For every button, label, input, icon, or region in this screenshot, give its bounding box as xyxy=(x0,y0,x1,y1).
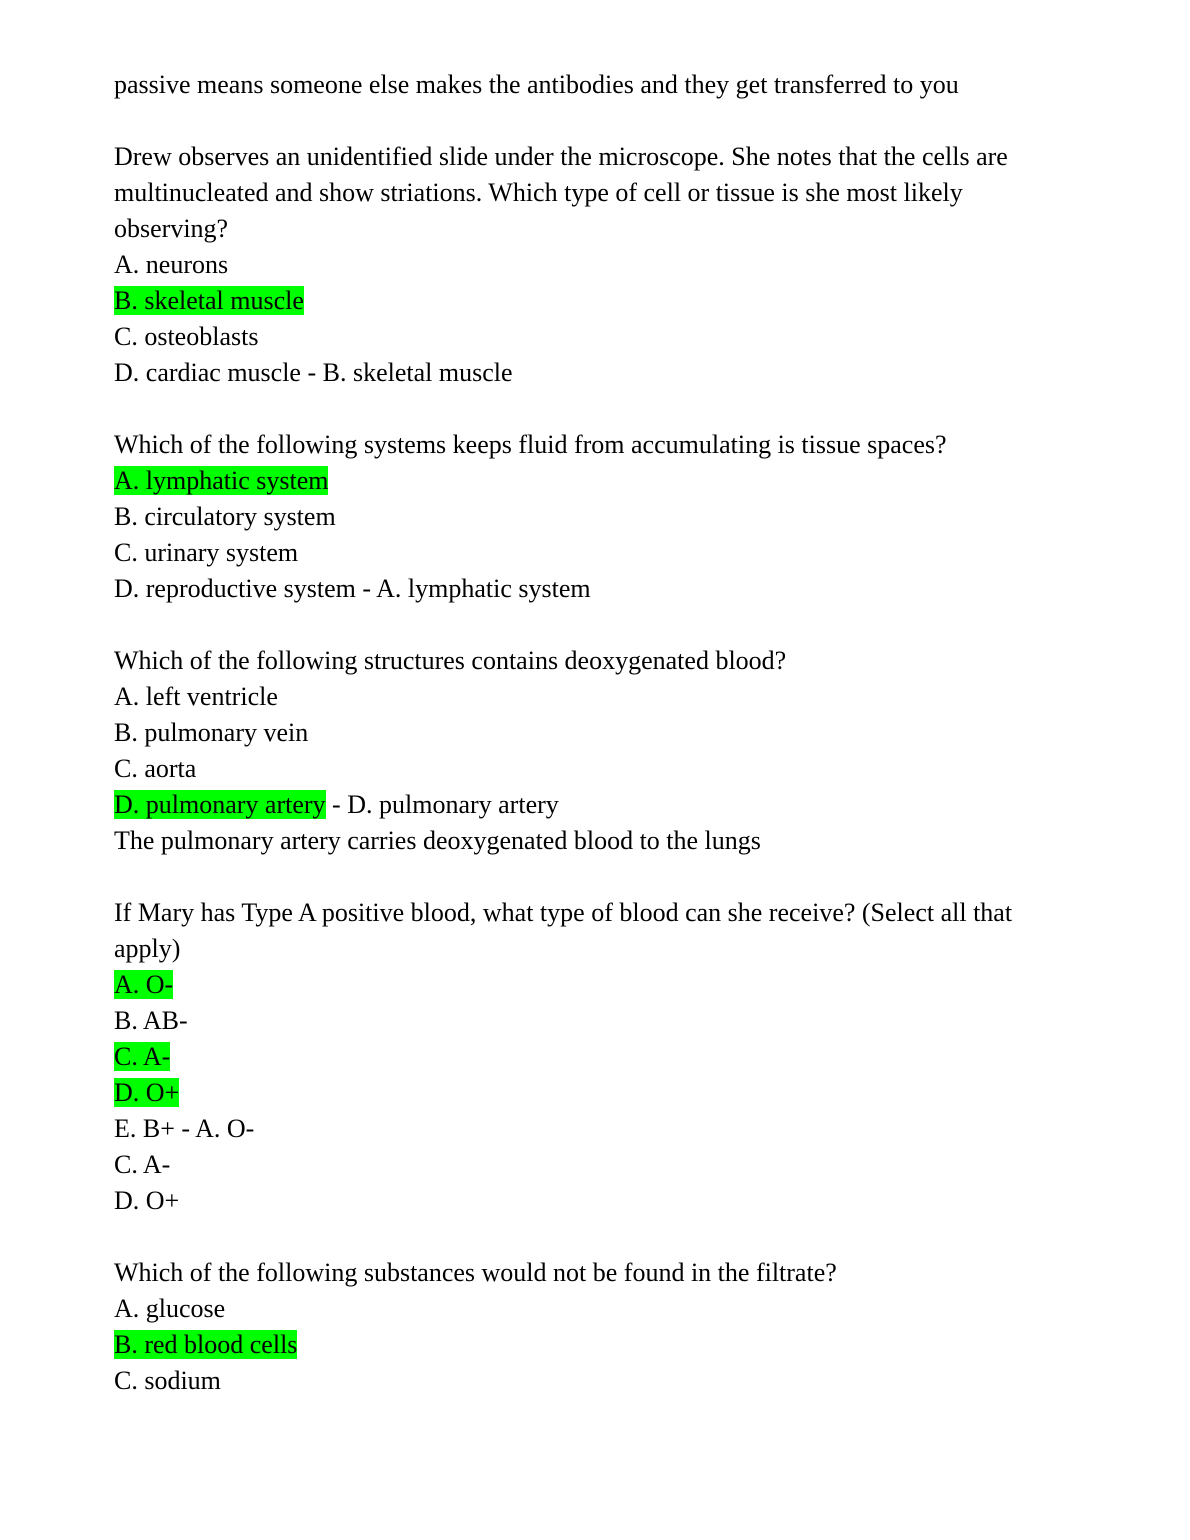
question-4-text: If Mary has Type A positive blood, what type of blood can she receive? (Select all that apply) xyxy=(114,898,1013,963)
q3-option-c: C. aorta xyxy=(114,754,197,783)
q2-option-a xyxy=(114,463,1064,499)
spacer xyxy=(114,1219,1064,1255)
spacer xyxy=(114,859,1064,895)
q2-option-b: B. circulatory system xyxy=(114,502,336,531)
q4-option-a xyxy=(114,967,1064,1003)
highlighted-answer: A. lymphatic system xyxy=(114,466,329,495)
q1-option-b xyxy=(114,283,1064,319)
q5-option-b xyxy=(114,1327,1064,1363)
q4-option-b: B. AB- xyxy=(114,1006,188,1035)
highlighted-answer: B. red blood cells xyxy=(114,1330,298,1359)
question-3-text: Which of the following structures contains deoxygenated blood? xyxy=(114,646,787,675)
question-2-text: Which of the following systems keeps fluid from accumulating is tissue spaces? xyxy=(114,430,947,459)
highlighted-answer: A. O- xyxy=(114,970,174,999)
q3-option-a: A. left ventricle xyxy=(114,682,278,711)
question-1-text: Drew observes an unidentified slide under the microscope. She notes that the cells are multinucleated and show striations. Which type of cell or tissue is she most likely observing? xyxy=(114,142,1008,243)
q2-answer: A. lymphatic system xyxy=(376,574,591,603)
q4-answer-1: A. O- xyxy=(195,1114,255,1143)
q2-option-c: C. urinary system xyxy=(114,538,299,567)
q3-answer: D. pulmonary artery xyxy=(347,790,559,819)
q4-option-e: E. B+ - A. O- xyxy=(114,1114,255,1143)
q5-option-c: C. sodium xyxy=(114,1366,221,1395)
document-page xyxy=(114,67,1064,1399)
q2-option-d: D. reproductive system - A. lymphatic system xyxy=(114,574,591,603)
q5-option-a: A. glucose xyxy=(114,1294,226,1323)
q4-option-c xyxy=(114,1039,1064,1075)
q4-answer-2: C. A- xyxy=(114,1150,171,1179)
spacer xyxy=(114,391,1064,427)
spacer xyxy=(114,103,1064,139)
q4-option-d xyxy=(114,1075,1064,1111)
q4-answer-3: D. O+ xyxy=(114,1186,180,1215)
q3-option-b: B. pulmonary vein xyxy=(114,718,309,747)
q1-option-a: A. neurons xyxy=(114,250,229,279)
q1-option-c: C. osteoblasts xyxy=(114,322,259,351)
highlighted-answer: D. O+ xyxy=(114,1078,180,1107)
highlighted-answer: D. pulmonary artery xyxy=(114,790,326,819)
spacer xyxy=(114,607,1064,643)
question-5-text: Which of the following substances would not be found in the filtrate? xyxy=(114,1258,837,1287)
intro-text: passive means someone else makes the antibodies and they get transferred to you xyxy=(114,70,959,99)
q1-option-d: D. cardiac muscle - B. skeletal muscle xyxy=(114,358,513,387)
q1-answer: B. skeletal muscle xyxy=(322,358,513,387)
q3-option-d: D. pulmonary artery - D. pulmonary artery xyxy=(114,790,559,819)
highlighted-answer: C. A- xyxy=(114,1042,171,1071)
highlighted-answer: B. skeletal muscle xyxy=(114,286,304,315)
q3-explanation: The pulmonary artery carries deoxygenated blood to the lungs xyxy=(114,826,761,855)
